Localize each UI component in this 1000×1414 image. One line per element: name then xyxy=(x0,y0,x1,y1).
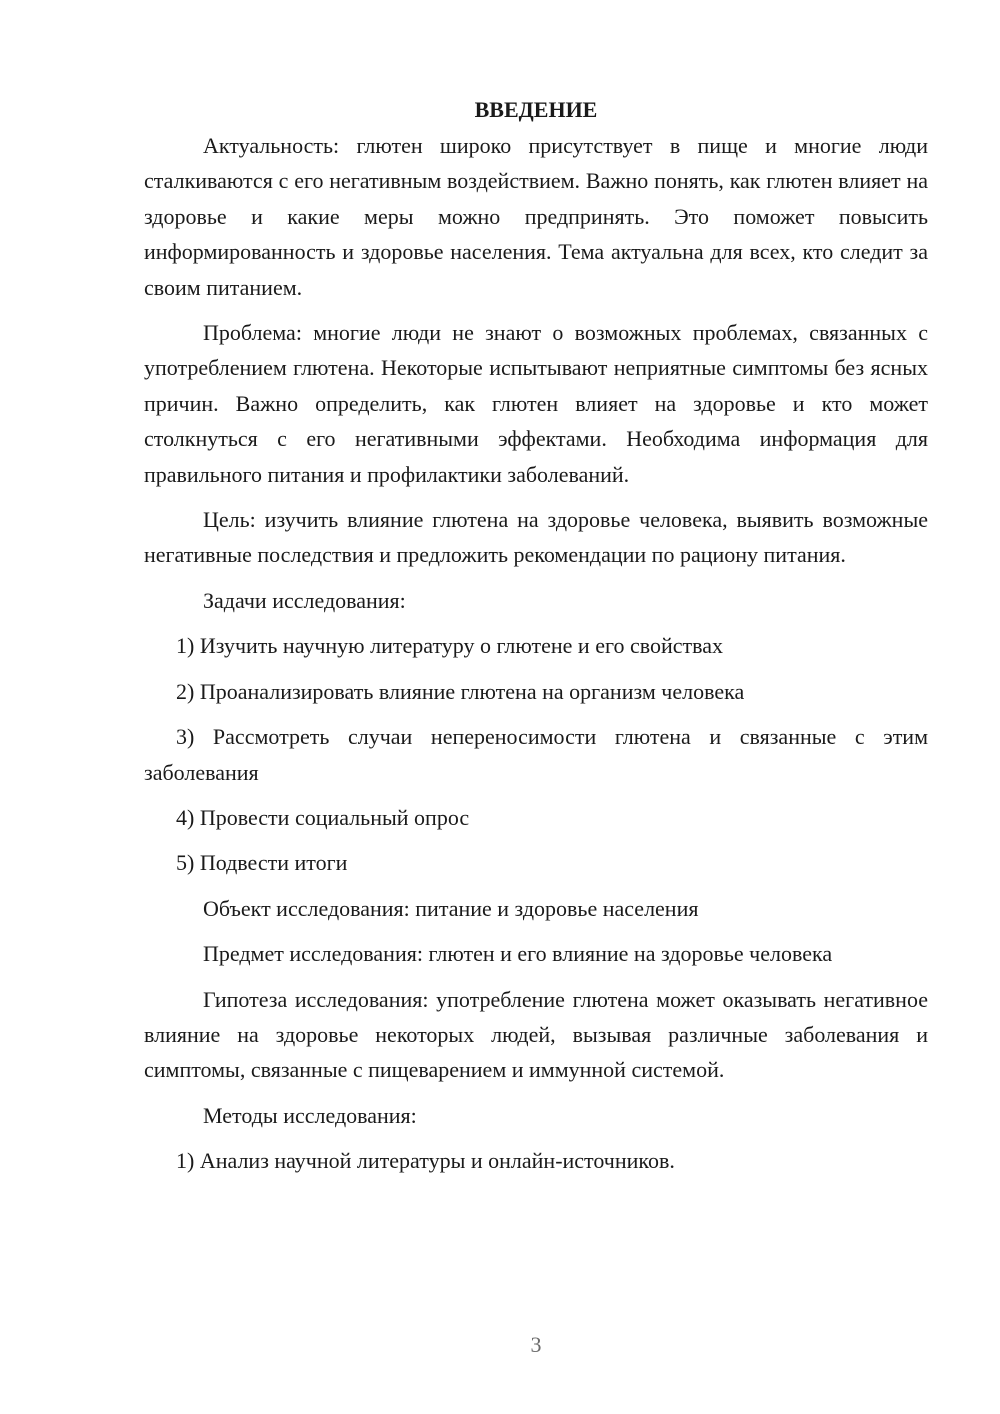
section-title: ВВЕДЕНИЕ xyxy=(474,97,598,122)
research-object: Объект исследования: питание и здоровье населения xyxy=(203,895,699,921)
methods-heading: Методы исследования: xyxy=(203,1102,417,1128)
list-item: 5) Подвести итоги xyxy=(176,850,348,876)
list-item: 4) Провести социальный опрос xyxy=(176,804,470,830)
page-number: 3 xyxy=(530,1332,542,1357)
list-item: 2) Проанализировать влияние глютена на организм человека xyxy=(176,678,745,704)
tasks-list xyxy=(144,628,928,880)
tasks-heading: Задачи исследования: xyxy=(203,587,406,613)
relevance-paragraph: Актуальность: глютен широко присутствует в пище и многие люди сталкиваются с его негативным воздействием. Важно понять, как глютен влияет на здоровье и какие меры можно предпринять. Это поможет повысить информированность и здоровье населения. Тема актуальна для всех, кто следит за своим питанием. xyxy=(144,133,928,300)
list-item: 3) Рассмотреть случаи непереносимости глютена и связанные с этим заболевания xyxy=(144,724,928,785)
list-item: 1) Анализ научной литературы и онлайн-источников. xyxy=(176,1148,675,1174)
methods-list xyxy=(144,1143,928,1178)
list-item: 1) Изучить научную литературу о глютене и его свойствах xyxy=(176,633,723,659)
document-page xyxy=(144,92,928,1179)
hypothesis-paragraph: Гипотеза исследования: употребление глютена может оказывать негативное влияние на здоровье некоторых людей, вызывая различные заболевания и симптомы, связанные с пищеварением и иммунной системой. xyxy=(144,986,928,1083)
problem-paragraph: Проблема: многие люди не знают о возможных проблемах, связанных с употреблением глютена. Некоторые испытывают неприятные симптомы без ясных причин. Важно определить, как глютен влияет на здоровье и кто может столкнуться с его негативными эффектами. Необходима информация для правильного питания и профилактики заболеваний. xyxy=(144,320,928,487)
goal-paragraph: Цель: изучить влияние глютена на здоровье человека, выявить возможные негативные последствия и предложить рекомендации по рациону питания. xyxy=(144,507,928,568)
research-subject: Предмет исследования: глютен и его влияние на здоровье человека xyxy=(203,941,833,967)
